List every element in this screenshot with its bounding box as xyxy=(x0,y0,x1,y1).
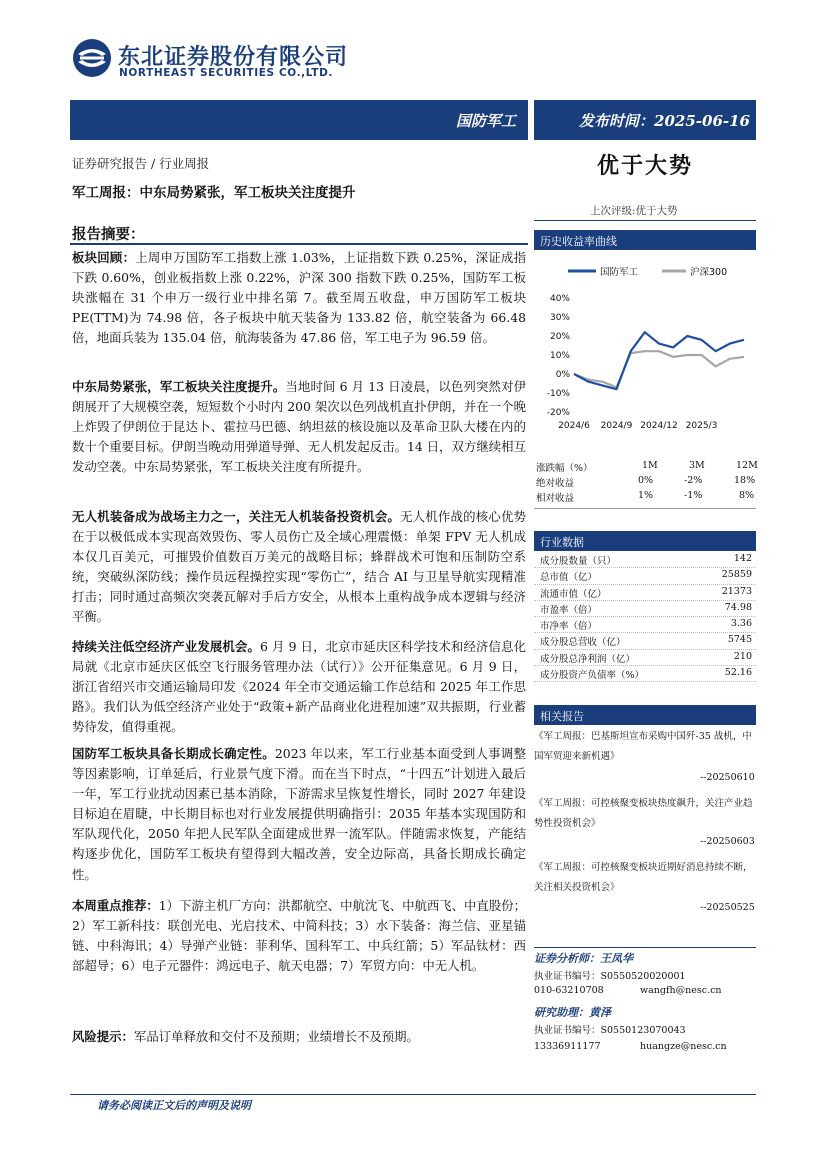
report-title: 军工周报：中东局势紧张，军工板块关注度提升 xyxy=(72,185,356,201)
x-tick-label: 2024/9 xyxy=(600,421,633,431)
perf-header-row xyxy=(534,460,756,475)
industry-row xyxy=(534,568,756,584)
x-tick-label: 2025/3 xyxy=(685,421,718,431)
y-tick-label: 30% xyxy=(549,313,570,323)
perf-cell: 18% xyxy=(734,475,756,486)
publish-date: 发布时间：2025-06-16 xyxy=(579,112,750,130)
perf-header-1m: 1M xyxy=(642,460,658,471)
divider xyxy=(534,508,756,509)
paragraph-recommendations xyxy=(72,896,526,976)
industry-key: 成分股总净利润（亿） xyxy=(540,653,636,665)
industry-value: 3.36 xyxy=(730,618,752,630)
paragraph-body: 6 月 9 日，北京市延庆区科学技术和经济信息化局就《北京市延庆区低空飞行服务管理办法（试行）》公开征集意见。6 月 9 日，浙江省绍兴市交通运输局印发《2024 年全市交通运输工作总结和 2025 年工作思路》。我们认为低空经济产业处于“政策+新产品商业化进程加速”双共振期，行业蓄势待发，值得重视。 xyxy=(72,639,526,735)
date-band xyxy=(534,100,756,140)
series-line xyxy=(574,351,744,387)
industry-value: 21373 xyxy=(721,585,752,597)
industry-row xyxy=(534,650,756,666)
perf-row-relative xyxy=(534,490,756,505)
paragraph-low-altitude xyxy=(72,637,526,737)
paragraph-body: 军品订单释放和交付不及预期；业绩增长不及预期。 xyxy=(133,1029,419,1044)
y-axis-ticks xyxy=(547,294,571,418)
legend-label-b: 沪深300 xyxy=(690,267,728,278)
industry-key: 总市值（亿） xyxy=(540,572,598,584)
perf-cell: 8% xyxy=(739,490,755,501)
industry-tag: 国防军工 xyxy=(455,112,516,130)
analyst-phone: 010-63210708 xyxy=(534,985,604,996)
paragraph-lead: 中东局势紧张，军工板块关注度提升。 xyxy=(72,379,286,394)
industry-value: 210 xyxy=(733,650,752,662)
paragraph-body: 2023 年以来，军工行业基本面受到人事调整等因素影响，订单延后，行业景气度下滑。而在当下时点，“十四五”计划进入最后一年，军工行业扰动因素已基本消除，下游需求呈恢复性增长，同时 2027 年建设目标迫在眉睫，中长期目标也对行业发展提供明确指引：2035 年基本实现国防和军队现代化，2050 年把人民军队全面建成世界一流军队。伴随需求恢复，产能结构逐步优化，国防军工板块有望得到大幅改善，安全边际高，具备长期成长确定性。 xyxy=(72,746,526,882)
analyst-email[interactable]: wangfh@nesc.cn xyxy=(640,985,722,996)
perf-cell: -2% xyxy=(684,475,703,486)
perf-header-12m: 12M xyxy=(736,460,758,471)
paragraph-lead: 板块回顾： xyxy=(72,250,136,265)
company-name-en: NORTHEAST SECURITIES CO.,LTD. xyxy=(119,67,333,79)
paragraph-lead: 国防军工板块具备长期成长确定性。 xyxy=(72,746,275,761)
paragraph-lead: 本周重点推荐： xyxy=(72,898,159,913)
x-axis-ticks xyxy=(558,421,717,431)
perf-row-absolute xyxy=(534,475,756,490)
series-layer xyxy=(574,332,744,389)
industry-value: 52.16 xyxy=(724,667,752,679)
related-report-date: --20250525 xyxy=(700,902,755,913)
perf-header-3m: 3M xyxy=(689,460,705,471)
y-tick-label: -10% xyxy=(546,389,570,399)
paragraph-sector-review xyxy=(72,248,526,348)
industry-value: 25859 xyxy=(721,569,752,581)
paragraph-lead: 风险提示： xyxy=(72,1029,134,1044)
performance-table xyxy=(534,460,756,505)
paragraph-long-term xyxy=(72,744,526,885)
industry-key: 成分股总营收（亿） xyxy=(540,637,626,649)
industry-data-table xyxy=(534,552,756,682)
y-tick-label: 20% xyxy=(549,332,570,342)
analyst-name: 证券分析师：王凤华 xyxy=(534,952,633,965)
perf-row-label: 绝对收益 xyxy=(536,478,575,489)
paragraph-body: 上周申万国防军工指数上涨 1.03%，上证指数下跌 0.25%，深证成指下跌 0.60%，创业板指数上涨 0.22%，沪深 300 指数下跌 0.25%，国防军工板块涨幅在 31 个申万一级行业中排名第 7。截至周五收盘，申万国防军工板块 PE(TTM)为 74.98 倍，各子板块中航天装备为 133.82 倍，航空装备为 66.48 倍，地面兵装为 135.04 倍，航海装备为 47.86 倍，军工电子为 96.59 倍。 xyxy=(72,250,526,346)
y-tick-label: -20% xyxy=(546,408,570,418)
y-tick-label: 0% xyxy=(555,370,570,380)
industry-data-heading: 行业数据 xyxy=(534,531,756,551)
divider xyxy=(534,220,756,221)
industry-row xyxy=(534,601,756,617)
perf-row-label: 相对收益 xyxy=(536,493,575,504)
divider xyxy=(534,947,756,948)
legend-label-a: 国防军工 xyxy=(600,267,639,278)
industry-value: 142 xyxy=(733,553,752,564)
perf-cell: 1% xyxy=(638,490,654,501)
paragraph-lead: 无人机装备成为战场主力之一，关注无人机装备投资机会。 xyxy=(72,509,401,524)
assistant-name: 研究助理：黄泽 xyxy=(534,1006,611,1019)
assistant-cert: 执业证书编号：S0550123070043 xyxy=(534,1025,686,1036)
divider xyxy=(70,243,528,245)
analyst-cert: 执业证书编号：S0550520020001 xyxy=(534,971,686,982)
related-reports-heading: 相关报告 xyxy=(534,705,756,725)
assistant-phone: 13336911177 xyxy=(534,1041,601,1052)
x-tick-label: 2024/6 xyxy=(558,421,590,431)
paragraph-drones xyxy=(72,507,526,628)
paragraph-body: 无人机作战的核心优势在于以极低成本实现高效毁伤、零人员伤亡及全域心理震慑：单架 FPV 无人机成本仅几百美元，可摧毁价值数百万美元的战略目标；蜂群战术可饱和压制防空系统，突破纵深防线；操作员远程操控实现“零伤亡”，结合 AI 与卫星导航实现精准打击；同时通过高频次突袭瓦解对手后方安全，从根本上重构战争成本逻辑与经济平衡。 xyxy=(72,509,527,625)
perf-cell: -1% xyxy=(684,490,703,501)
industry-key: 市净率（倍） xyxy=(540,621,598,633)
y-tick-label: 10% xyxy=(549,351,570,361)
industry-row xyxy=(534,633,756,649)
company-logo-icon xyxy=(72,38,112,78)
related-report-date: --20250610 xyxy=(700,772,755,783)
paragraph-lead: 持续关注低空经济产业发展机会。 xyxy=(72,639,260,654)
related-report-date: --20250603 xyxy=(700,836,755,847)
company-name-cn: 东北证券股份有限公司 xyxy=(118,45,349,70)
rating-previous: 上次评级:优于大势 xyxy=(590,205,678,217)
chart-heading: 历史收益率曲线 xyxy=(534,230,756,250)
industry-band xyxy=(70,100,528,140)
industry-key: 成分股数量（只） xyxy=(540,556,617,567)
related-report-link[interactable]: 《军工周报：可控核聚变板块近期好消息持续不断，关注相关投资机会》 xyxy=(534,862,753,893)
perf-header-label: 涨跌幅（%） xyxy=(536,463,593,474)
paragraph-risks xyxy=(72,1027,526,1047)
summary-heading: 报告摘要： xyxy=(72,226,145,243)
paragraph-body: 1）下游主机厂方向：洪都航空、中航沈飞、中航西飞、中直股份；2）军工新科技：联创光电、光启技术、中简科技；3）水下装备：海兰信、亚星锚链、中科海讯；4）导弹产业链：菲利华、国科军工、中兵红箭；5）军品钛材：西部超导；6）电子元器件：鸿远电子、航天电器；7）军贸方向：中无人机。 xyxy=(72,898,526,974)
perf-cell: 0% xyxy=(638,475,654,486)
industry-key: 市盈率（倍） xyxy=(540,604,598,616)
paragraph-middle-east xyxy=(72,377,526,477)
industry-row xyxy=(534,666,756,682)
rating-current: 优于大势 xyxy=(597,153,694,179)
related-report-link[interactable]: 《军工周报：可控核聚变板块热度飙升，关注产业趋势性投资机会》 xyxy=(534,798,753,829)
return-chart xyxy=(534,258,756,448)
industry-key: 成分股资产负债率（%） xyxy=(540,670,645,682)
assistant-email[interactable]: huangze@nesc.cn xyxy=(640,1041,727,1052)
y-tick-label: 40% xyxy=(549,294,570,304)
industry-value: 5745 xyxy=(727,634,752,646)
industry-row xyxy=(534,617,756,633)
industry-value: 74.98 xyxy=(724,601,752,613)
industry-row xyxy=(534,585,756,601)
related-report-link[interactable]: 《军工周报：巴基斯坦宣布采购中国歼-35 战机，中国军贸迎来新机遇》 xyxy=(534,731,752,762)
industry-row xyxy=(534,552,756,568)
industry-key: 流通市值（亿） xyxy=(540,588,607,600)
footer-disclaimer: 请务必阅读正文后的声明及说明 xyxy=(97,1099,251,1112)
x-tick-label: 2024/12 xyxy=(640,421,678,431)
footer-divider xyxy=(70,1094,756,1095)
paragraph-body: 当地时间 6 月 13 日凌晨，以色列突然对伊朗展开了大规模空袭，短短数个小时内 200 架次以色列战机直扑伊朗，并在一个晚上炸毁了伊朗位于昆达卜、霍拉马巴德、纳坦兹的核设施以及革命卫队大楼在内的数十个重要目标。伊朗当晚动用弹道导弹、无人机发起反击。14 日，双方继续相互发动空袭。中东局势紧张，军工板块关注度有所提升。 xyxy=(72,379,527,475)
report-type: 证券研究报告 / 行业周报 xyxy=(72,156,210,171)
